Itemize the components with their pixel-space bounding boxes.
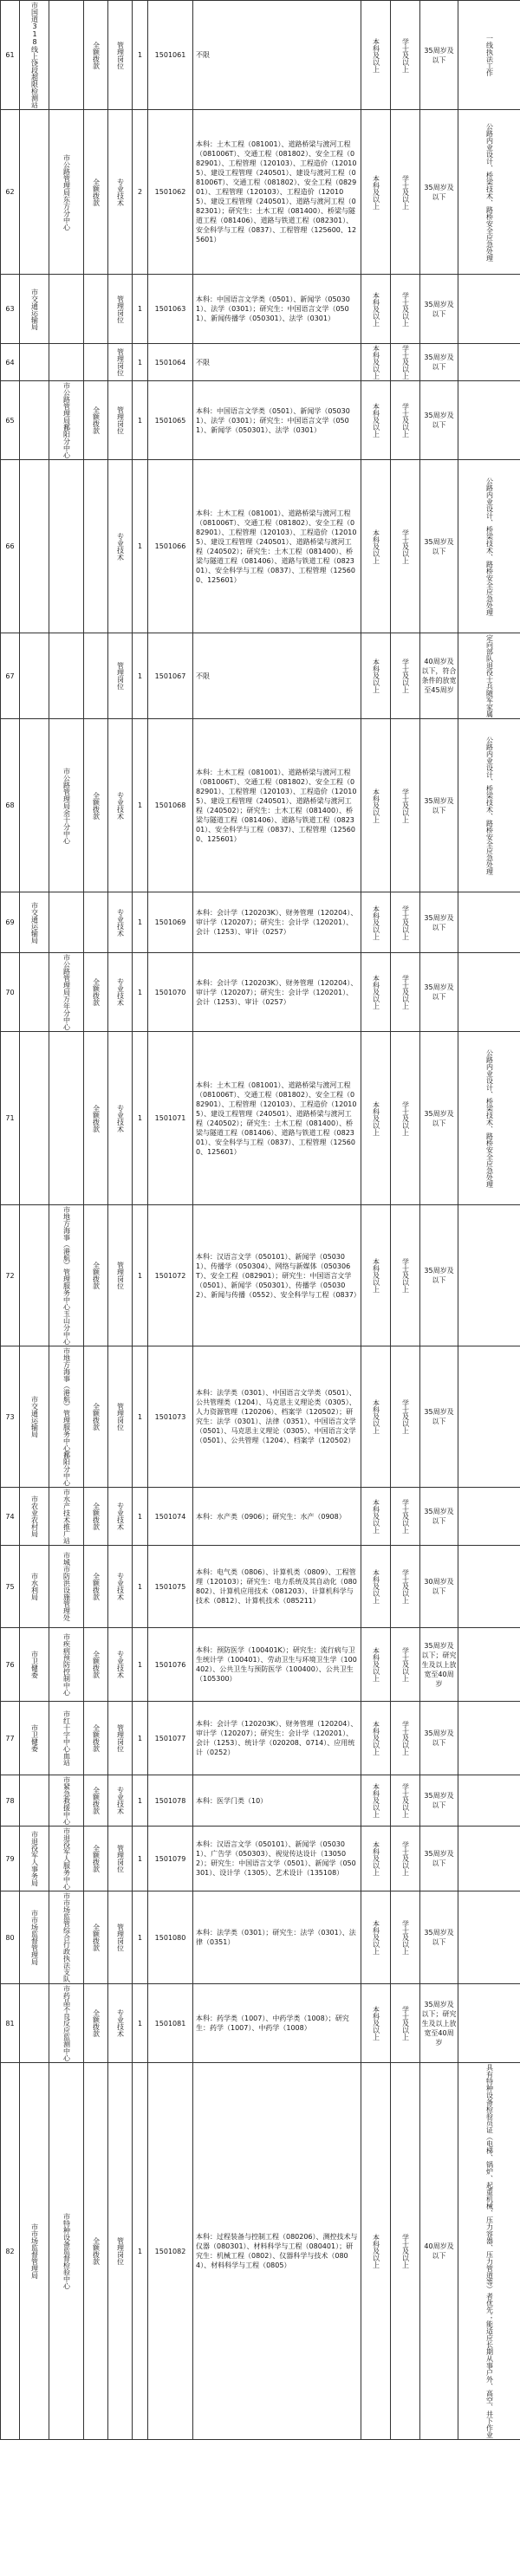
age-requirement-cell: 35周岁及以下: [420, 1488, 458, 1546]
age-requirement-cell: 35周岁及以下: [420, 1891, 458, 1984]
organization-cell: [20, 110, 49, 275]
department-cell: 市公路管理局鄱阳分中心: [49, 381, 84, 460]
remark-cell: [458, 1891, 520, 1984]
education-cell: 本科及以上: [361, 1827, 391, 1891]
department-cell: 市红十字中心血站: [49, 1702, 84, 1775]
post-type-cell: 专业技术: [108, 1032, 133, 1205]
row-number-cell: 76: [1, 1628, 20, 1702]
post-code-cell: 1501077: [148, 1702, 193, 1775]
remark-cell: [458, 381, 520, 460]
major-requirement-cell: 不限: [193, 633, 361, 719]
degree-cell: 学士及以上: [391, 1628, 420, 1702]
funding-type-cell: [84, 460, 108, 633]
remark-cell: 定向部队退役士兵随军家属: [458, 633, 520, 719]
hire-count-cell: 1: [133, 344, 148, 381]
age-requirement-cell: 35周岁及以下: [420, 460, 458, 633]
remark-cell: 公路内业设计、桥梁技术、路桥安全应急处理: [458, 719, 520, 892]
organization-cell: 市退役军人事务局: [20, 1827, 49, 1891]
hire-count-cell: 1: [133, 1984, 148, 2063]
funding-type-cell: 全额拨款: [84, 1488, 108, 1546]
remark-cell: [458, 275, 520, 344]
degree-cell: 学士及以上: [391, 1205, 420, 1346]
major-requirement-cell: 本科：会计学（120203K）、财务管理（120204）、审计学（120207）；研究生：会计学（120201）、会计（1253）、审计（0257）: [193, 892, 361, 953]
education-cell: 本科及以上: [361, 1346, 391, 1488]
hire-count-cell: 1: [133, 2063, 148, 2440]
table-row: [1, 719, 520, 892]
department-cell: 市水产技术推广站: [49, 1488, 84, 1546]
major-requirement-cell: 本科：土木工程（081001）、道路桥梁与渡河工程（081006T）、交通工程（081802）、安全工程（082901）、工程管理（120103）、工程造价（120105）、建设工程管理（240501）、道路桥梁与渡河工程（240502）；研究生：土木工程（081400）、桥梁与隧道工程（081406）、道路与铁道工程（082301）、安全科学与工程（0837）、工程管理（125600、125601）: [193, 719, 361, 892]
degree-cell: 学士及以上: [391, 1984, 420, 2063]
organization-cell: [20, 460, 49, 633]
post-code-cell: 1501078: [148, 1775, 193, 1827]
major-requirement-cell: 本科：过程装备与控制工程（080206）、测控技术与仪器（080301）、材料科学与工程（080401）；研究生：机械工程（0802）、仪器科学与技术（0804）、材料科学与工程（0805）: [193, 2063, 361, 2440]
hire-count-cell: 1: [133, 953, 148, 1032]
degree-cell: 学士及以上: [391, 1, 420, 110]
post-type-cell: 管理岗位: [108, 633, 133, 719]
major-requirement-cell: 本科：土木工程（081001）、道路桥梁与渡河工程（081006T）、交通工程（081802）、安全工程（082901）、工程管理（120103）、工程造价（120105）、建设工程管理（240501）、建设与渡河工程（081006T）、交通工程（081802）、安全工程（082901）、工程管理（120103）、工程造价（120105）、建设工程管理（240501）、道路与渡河工程（082301）；研究生：土木工程（081400）、桥梁与隧道工程（081406）、道路与铁道工程（082301）、安全科学与工程（0837）、工程管理（125600、125601）: [193, 110, 361, 275]
post-type-cell: 管理岗位: [108, 1205, 133, 1346]
major-requirement-cell: 本科：汉语言文学（050101）、新闻学（050301）、广告学（050303）、视觉传达设计（130502）；研究生：中国语言文学（0501）、新闻学（050301）、设计学（1305）、艺术设计（135108）: [193, 1827, 361, 1891]
hire-count-cell: 1: [133, 1827, 148, 1891]
major-requirement-cell: 本科：水产类（0906）；研究生：水产（0908）: [193, 1488, 361, 1546]
age-requirement-cell: 35周岁及以下: [420, 1205, 458, 1346]
post-type-cell: 管理岗位: [108, 381, 133, 460]
degree-cell: 学士及以上: [391, 719, 420, 892]
remark-cell: [458, 1775, 520, 1827]
funding-type-cell: [84, 633, 108, 719]
post-code-cell: 1501070: [148, 953, 193, 1032]
row-number-cell: 73: [1, 1346, 20, 1488]
organization-cell: [20, 633, 49, 719]
degree-cell: 学士及以上: [391, 275, 420, 344]
row-number-cell: 67: [1, 633, 20, 719]
funding-type-cell: 全额拨款: [84, 1891, 108, 1984]
funding-type-cell: 全额拨款: [84, 110, 108, 275]
row-number-cell: 75: [1, 1546, 20, 1628]
department-cell: 市紧急救援中心: [49, 1775, 84, 1827]
education-cell: 本科及以上: [361, 381, 391, 460]
funding-type-cell: 全额拨款: [84, 1702, 108, 1775]
post-type-cell: 专业技术: [108, 1546, 133, 1628]
department-cell: 市公路管理局东方分中心: [49, 110, 84, 275]
education-cell: 本科及以上: [361, 892, 391, 953]
row-number-cell: 80: [1, 1891, 20, 1984]
table-row: [1, 1775, 520, 1827]
post-type-cell: 专业技术: [108, 1628, 133, 1702]
table-row: [1, 344, 520, 381]
table-row: [1, 953, 520, 1032]
row-number-cell: 71: [1, 1032, 20, 1205]
hire-count-cell: 1: [133, 1546, 148, 1628]
row-number-cell: 66: [1, 460, 20, 633]
remark-cell: [458, 1827, 520, 1891]
row-number-cell: 64: [1, 344, 20, 381]
post-code-cell: 1501062: [148, 110, 193, 275]
department-cell: 市公路管理局余干分中心: [49, 719, 84, 892]
age-requirement-cell: 35周岁及以下: [420, 1827, 458, 1891]
table-row: [1, 1, 520, 110]
degree-cell: 学士及以上: [391, 2063, 420, 2440]
post-type-cell: 管理岗位: [108, 1346, 133, 1488]
organization-cell: [20, 719, 49, 892]
education-cell: 本科及以上: [361, 1, 391, 110]
organization-cell: [20, 953, 49, 1032]
row-number-cell: 81: [1, 1984, 20, 2063]
age-requirement-cell: 35周岁及以下: [420, 1775, 458, 1827]
post-type-cell: 管理岗位: [108, 1702, 133, 1775]
department-cell: 市城市防洪设施管理处: [49, 1546, 84, 1628]
remark-cell: [458, 1702, 520, 1775]
education-cell: 本科及以上: [361, 1205, 391, 1346]
organization-cell: 市卫健委: [20, 1628, 49, 1702]
table-row: [1, 110, 520, 275]
remark-cell: 公路内业设计、桥梁技术、路桥安全应急处理: [458, 1032, 520, 1205]
education-cell: 本科及以上: [361, 633, 391, 719]
education-cell: 本科及以上: [361, 1775, 391, 1827]
organization-cell: [20, 344, 49, 381]
degree-cell: 学士及以上: [391, 460, 420, 633]
post-code-cell: 1501075: [148, 1546, 193, 1628]
department-cell: [49, 1032, 84, 1205]
organization-cell: [20, 381, 49, 460]
degree-cell: 学士及以上: [391, 1346, 420, 1488]
row-number-cell: 78: [1, 1775, 20, 1827]
table-row: [1, 1891, 520, 1984]
department-cell: 市公路管理局万年分中心: [49, 953, 84, 1032]
age-requirement-cell: 35周岁及以下；研究生及以上放宽至40周岁: [420, 1628, 458, 1702]
funding-type-cell: 全额拨款: [84, 1775, 108, 1827]
education-cell: 本科及以上: [361, 953, 391, 1032]
age-requirement-cell: 35周岁及以下: [420, 892, 458, 953]
major-requirement-cell: 本科：预防医学（100401K）；研究生：流行病与卫生统计学（100401）、劳动卫生与环境卫生学（100402）、公共卫生与预防医学（100400）、公共卫生（105300）: [193, 1628, 361, 1702]
age-requirement-cell: 35周岁及以下: [420, 1032, 458, 1205]
table-row: [1, 1984, 520, 2063]
table-row: [1, 381, 520, 460]
funding-type-cell: 全额拨款: [84, 1984, 108, 2063]
hire-count-cell: 2: [133, 110, 148, 275]
table-row: [1, 1628, 520, 1702]
degree-cell: 学士及以上: [391, 1546, 420, 1628]
row-number-cell: 77: [1, 1702, 20, 1775]
post-code-cell: 1501071: [148, 1032, 193, 1205]
post-code-cell: 1501076: [148, 1628, 193, 1702]
post-code-cell: 1501068: [148, 719, 193, 892]
post-type-cell: 管理岗位: [108, 344, 133, 381]
department-cell: 市市场监管综合行政执法支队: [49, 1891, 84, 1984]
remark-cell: [458, 892, 520, 953]
remark-cell: [458, 1205, 520, 1346]
row-number-cell: 79: [1, 1827, 20, 1891]
age-requirement-cell: 35周岁及以下: [420, 381, 458, 460]
department-cell: 市疾病预防控制中心: [49, 1628, 84, 1702]
remark-cell: [458, 1546, 520, 1628]
organization-cell: 市市场监督管理局: [20, 1891, 49, 1984]
post-code-cell: 1501072: [148, 1205, 193, 1346]
funding-type-cell: 全额拨款: [84, 1205, 108, 1346]
row-number-cell: 69: [1, 892, 20, 953]
row-number-cell: 65: [1, 381, 20, 460]
major-requirement-cell: 本科：汉语言文学（050101）、新闻学（050301）、传播学（050304）、网络与新媒体（050306T）、安全工程（082901）；研究生：中国语言文学（0501）、新闻学（050301）、传播学（050302）、新闻与传播（0552）、安全科学与工程（0837）: [193, 1205, 361, 1346]
hire-count-cell: 1: [133, 1346, 148, 1488]
degree-cell: 学士及以上: [391, 892, 420, 953]
age-requirement-cell: 35周岁及以下: [420, 719, 458, 892]
remark-cell: 一线执法工作: [458, 1, 520, 110]
post-type-cell: 管理岗位: [108, 2063, 133, 2440]
organization-cell: 市农业农村局: [20, 1488, 49, 1546]
table-row: [1, 460, 520, 633]
organization-cell: 市交通运输局: [20, 275, 49, 344]
age-requirement-cell: 35周岁及以下: [420, 1702, 458, 1775]
department-cell: [49, 633, 84, 719]
funding-type-cell: [84, 892, 108, 953]
age-requirement-cell: 35周岁及以下: [420, 110, 458, 275]
major-requirement-cell: 本科：土木工程（081001）、道路桥梁与渡河工程（081006T）、交通工程（081802）、安全工程（082901）、工程管理（120103）、工程造价（120105）、建设工程管理（240501）、道路桥梁与渡河工程（240502）；研究生：土木工程（081400）、桥梁与隧道工程（081406）、道路与铁道工程（082301）、安全科学与工程（0837）、工程管理（125600、125601）: [193, 460, 361, 633]
major-requirement-cell: 本科：土木工程（081001）、道路桥梁与渡河工程（081006T）、交通工程（081802）、安全工程（082901）、工程管理（120103）、工程造价（120105）、建设工程管理（240501）、道路桥梁与渡河工程（240502）；研究生：土木工程（081400）、桥梁与隧道工程（081406）、道路与铁道工程（082301）、安全科学与工程（0837）、工程管理（125600、125601）: [193, 1032, 361, 1205]
hire-count-cell: 1: [133, 1891, 148, 1984]
age-requirement-cell: 30周岁及以下: [420, 1546, 458, 1628]
organization-cell: 市水利局: [20, 1546, 49, 1628]
degree-cell: 学士及以上: [391, 344, 420, 381]
major-requirement-cell: 本科：中国语言文学类（0501）、新闻学（050301）、法学（0301）；研究生：中国语言文学（0501）、新闻学（050301）、法学（0301）: [193, 381, 361, 460]
hire-count-cell: 1: [133, 719, 148, 892]
age-requirement-cell: 40周岁及以下，符合条件的放宽至45周岁: [420, 633, 458, 719]
age-requirement-cell: 35周岁及以下: [420, 1346, 458, 1488]
degree-cell: 学士及以上: [391, 1032, 420, 1205]
post-code-cell: 1501082: [148, 2063, 193, 2440]
age-requirement-cell: 35周岁及以下: [420, 344, 458, 381]
organization-cell: [20, 1205, 49, 1346]
education-cell: 本科及以上: [361, 1628, 391, 1702]
hire-count-cell: 1: [133, 460, 148, 633]
hire-count-cell: 1: [133, 1205, 148, 1346]
post-type-cell: 专业技术: [108, 953, 133, 1032]
organization-cell: 市交通运输局: [20, 892, 49, 953]
remark-cell: 公路内业设计、桥梁技术、路桥安全应急处理: [458, 460, 520, 633]
row-number-cell: 70: [1, 953, 20, 1032]
organization-cell: 市卫健委: [20, 1702, 49, 1775]
department-cell: 市地方海事（港航）管理服务中心玉山分中心: [49, 1205, 84, 1346]
post-type-cell: 专业技术: [108, 719, 133, 892]
post-code-cell: 1501065: [148, 381, 193, 460]
organization-cell: [20, 1775, 49, 1827]
post-type-cell: 管理岗位: [108, 1891, 133, 1984]
remark-cell: [458, 1628, 520, 1702]
degree-cell: 学士及以上: [391, 1488, 420, 1546]
degree-cell: 学士及以上: [391, 1702, 420, 1775]
funding-type-cell: 全额拨款: [84, 1032, 108, 1205]
degree-cell: 学士及以上: [391, 1891, 420, 1984]
funding-type-cell: 全额拨款: [84, 1346, 108, 1488]
table-row: [1, 2063, 520, 2440]
remark-cell: 公路内业设计、桥梁技术、路桥安全应急处理: [458, 110, 520, 275]
organization-cell: 市交通运输局: [20, 1346, 49, 1488]
remark-cell: [458, 344, 520, 381]
post-type-cell: 管理岗位: [108, 1827, 133, 1891]
post-type-cell: 专业技术: [108, 1488, 133, 1546]
post-type-cell: 管理岗位: [108, 1, 133, 110]
funding-type-cell: 全额拨款: [84, 719, 108, 892]
remark-cell: [458, 953, 520, 1032]
row-number-cell: 61: [1, 1, 20, 110]
education-cell: 本科及以上: [361, 460, 391, 633]
education-cell: 本科及以上: [361, 719, 391, 892]
table-row: [1, 892, 520, 953]
post-code-cell: 1501080: [148, 1891, 193, 1984]
table-row: [1, 1546, 520, 1628]
table-row: [1, 275, 520, 344]
hire-count-cell: 1: [133, 1702, 148, 1775]
remark-cell: [458, 1488, 520, 1546]
organization-cell: 市市场监督管理局: [20, 2063, 49, 2440]
post-type-cell: 专业技术: [108, 110, 133, 275]
hire-count-cell: 1: [133, 1488, 148, 1546]
post-code-cell: 1501064: [148, 344, 193, 381]
department-cell: [49, 275, 84, 344]
age-requirement-cell: 35周岁及以下；研究生及以上放宽至40周岁: [420, 1984, 458, 2063]
funding-type-cell: [84, 344, 108, 381]
remark-cell: [458, 1346, 520, 1488]
education-cell: 本科及以上: [361, 1984, 391, 2063]
education-cell: 本科及以上: [361, 275, 391, 344]
remark-cell: [458, 1984, 520, 2063]
post-code-cell: 1501081: [148, 1984, 193, 2063]
education-cell: 本科及以上: [361, 1488, 391, 1546]
table-row: [1, 1346, 520, 1488]
major-requirement-cell: 本科：药学类（1007）、中药学类（1008）；研究生：药学（1007）、中药学（1008）: [193, 1984, 361, 2063]
hire-count-cell: 1: [133, 633, 148, 719]
hire-count-cell: 1: [133, 1775, 148, 1827]
row-number-cell: 74: [1, 1488, 20, 1546]
row-number-cell: 82: [1, 2063, 20, 2440]
hire-count-cell: 1: [133, 275, 148, 344]
degree-cell: 学士及以上: [391, 110, 420, 275]
major-requirement-cell: 本科：法学类（0301）；研究生：法学（0301）、法律（0351）: [193, 1891, 361, 1984]
funding-type-cell: 全额拨款: [84, 381, 108, 460]
hire-count-cell: 1: [133, 1, 148, 110]
department-cell: [49, 1, 84, 110]
department-cell: [49, 460, 84, 633]
organization-cell: 市国道318线上饶段超限检测站: [20, 1, 49, 110]
major-requirement-cell: 本科：法学类（0301）、中国语言文学类（0501）、公共管理类（1204）、马克思主义理论类（0305）、人力资源管理（120206）、档案学（120502）；研究生：法学（0301）、法律（0351）、中国语言文学（0501）、马克思主义理论（0305）、中国语言文学（0501）、公共管理（1204）、档案学（120502）: [193, 1346, 361, 1488]
table-row: [1, 1827, 520, 1891]
funding-type-cell: 全额拨款: [84, 1, 108, 110]
major-requirement-cell: 不限: [193, 344, 361, 381]
education-cell: 本科及以上: [361, 110, 391, 275]
department-cell: 市退役军人服务中心: [49, 1827, 84, 1891]
post-type-cell: 管理岗位: [108, 275, 133, 344]
education-cell: 本科及以上: [361, 1702, 391, 1775]
age-requirement-cell: 35周岁及以下: [420, 953, 458, 1032]
degree-cell: 学士及以上: [391, 1827, 420, 1891]
row-number-cell: 68: [1, 719, 20, 892]
funding-type-cell: 全额拨款: [84, 953, 108, 1032]
table-row: [1, 1488, 520, 1546]
post-code-cell: 1501063: [148, 275, 193, 344]
degree-cell: 学士及以上: [391, 633, 420, 719]
degree-cell: 学士及以上: [391, 1775, 420, 1827]
department-cell: [49, 892, 84, 953]
post-code-cell: 1501061: [148, 1, 193, 110]
major-requirement-cell: 本科：会计学（120203K）、财务管理（120204）、审计学（120207）；研究生：会计学（120201）、会计（1253）、审计（0257）: [193, 953, 361, 1032]
post-code-cell: 1501066: [148, 460, 193, 633]
post-code-cell: 1501069: [148, 892, 193, 953]
degree-cell: 学士及以上: [391, 381, 420, 460]
funding-type-cell: 全额拨款: [84, 1546, 108, 1628]
education-cell: 本科及以上: [361, 1546, 391, 1628]
department-cell: 市药品不良反应监测中心: [49, 1984, 84, 2063]
funding-type-cell: 全额拨款: [84, 1628, 108, 1702]
department-cell: [49, 344, 84, 381]
table-row: [1, 1205, 520, 1346]
row-number-cell: 62: [1, 110, 20, 275]
organization-cell: [20, 1984, 49, 2063]
funding-type-cell: 全额拨款: [84, 2063, 108, 2440]
post-type-cell: 专业技术: [108, 1984, 133, 2063]
funding-type-cell: 全额拨款: [84, 1827, 108, 1891]
table-row: [1, 633, 520, 719]
major-requirement-cell: 本科：电气类（0806）、计算机类（0809）、工程管理（120103）；研究生：电力系统及其自动化（080802）、计算机应用技术（081203）、计算机科学与技术（0812）、计算机技术（085211）: [193, 1546, 361, 1628]
education-cell: 本科及以上: [361, 344, 391, 381]
age-requirement-cell: 40周岁及以下: [420, 2063, 458, 2440]
organization-cell: [20, 1032, 49, 1205]
post-type-cell: 专业技术: [108, 892, 133, 953]
table-row: [1, 1702, 520, 1775]
post-code-cell: 1501067: [148, 633, 193, 719]
row-number-cell: 72: [1, 1205, 20, 1346]
education-cell: 本科及以上: [361, 1032, 391, 1205]
department-cell: 市特种设备监督检验中心: [49, 2063, 84, 2440]
education-cell: 本科及以上: [361, 2063, 391, 2440]
table-row: [1, 1032, 520, 1205]
major-requirement-cell: 不限: [193, 1, 361, 110]
post-code-cell: 1501074: [148, 1488, 193, 1546]
row-number-cell: 63: [1, 275, 20, 344]
hire-count-cell: 1: [133, 1628, 148, 1702]
age-requirement-cell: 35周岁及以下: [420, 275, 458, 344]
department-cell: 市地方海事（港航）管理服务中心鄱阳分中心: [49, 1346, 84, 1488]
major-requirement-cell: 本科：会计学（120203K）、财务管理（120204）、审计学（120207）；研究生：会计学（120201）、会计（1253）、统计学（020208、0714）、应用统计（0252）: [193, 1702, 361, 1775]
degree-cell: 学士及以上: [391, 953, 420, 1032]
major-requirement-cell: 本科：中国语言文学类（0501）、新闻学（050301）、法学（0301）；研究生：中国语言文学（0501）、新闻传播学（050301）、法学（0301）: [193, 275, 361, 344]
post-type-cell: 专业技术: [108, 460, 133, 633]
funding-type-cell: [84, 275, 108, 344]
hire-count-cell: 1: [133, 381, 148, 460]
major-requirement-cell: 本科：医学门类（10）: [193, 1775, 361, 1827]
post-code-cell: 1501079: [148, 1827, 193, 1891]
hire-count-cell: 1: [133, 1032, 148, 1205]
post-code-cell: 1501073: [148, 1346, 193, 1488]
hire-count-cell: 1: [133, 892, 148, 953]
post-type-cell: 专业技术: [108, 1775, 133, 1827]
age-requirement-cell: 35周岁及以下: [420, 1, 458, 110]
remark-cell: 具有特种设备检验员证（电梯、锅炉、起重机械、压力容器、压力管道等）者优先；能适应长期从事户外、高空、井下作业: [458, 2063, 520, 2440]
education-cell: 本科及以上: [361, 1891, 391, 1984]
